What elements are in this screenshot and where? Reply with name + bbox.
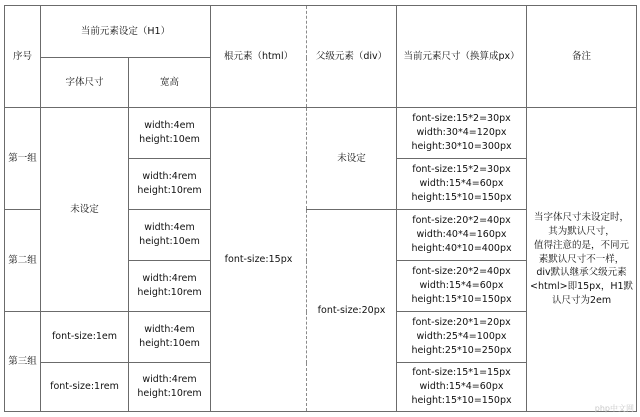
width-height-cell bbox=[129, 108, 211, 159]
watermark: php中文网 bbox=[594, 404, 634, 413]
result-line: width:25*4=100px bbox=[416, 331, 507, 343]
result-line: height:25*10=250px bbox=[411, 344, 512, 356]
header-font-size: 字体尺寸 bbox=[41, 58, 129, 108]
result-line: height:15*10=150px bbox=[411, 394, 512, 406]
header-width-height: 宽高 bbox=[129, 58, 211, 108]
font-cell: font-size:1rem bbox=[41, 363, 129, 412]
result-cell bbox=[397, 312, 527, 363]
header-parent: 父级元素（div） bbox=[307, 6, 397, 108]
result-line: height:30*10=300px bbox=[411, 140, 512, 152]
result-cell bbox=[397, 210, 527, 261]
width-height-cell bbox=[129, 363, 211, 412]
result-line: height:15*10=150px bbox=[411, 293, 512, 305]
wh-line: height:10em bbox=[139, 338, 200, 349]
result-line: width:40*4=160px bbox=[416, 229, 507, 241]
font-cell: 未设定 bbox=[41, 108, 129, 312]
note-line: 认尺寸为2em bbox=[551, 294, 612, 306]
font-cell: font-size:1em bbox=[41, 312, 129, 363]
group-label: 第一组 bbox=[5, 108, 41, 210]
width-height-cell bbox=[129, 261, 211, 312]
wh-line: width:4em bbox=[144, 222, 195, 234]
result-line: font-size:20*2=40px bbox=[412, 215, 511, 227]
note-line: <html>即15px，H1默 bbox=[530, 281, 634, 293]
result-line: font-size:15*2=30px bbox=[412, 113, 511, 125]
note-line: 素默认尺寸不一样， bbox=[538, 253, 625, 265]
parent-cell: font-size:20px bbox=[307, 210, 397, 412]
result-cell bbox=[397, 108, 527, 159]
header-current-settings: 当前元素设定（H1） bbox=[41, 6, 211, 58]
result-cell bbox=[397, 159, 527, 210]
wh-line: height:10rem bbox=[137, 185, 202, 196]
result-line: font-size:15*2=30px bbox=[412, 164, 511, 176]
wh-line: width:4rem bbox=[142, 273, 197, 285]
note-line: div默认继承父级元素 bbox=[536, 267, 627, 279]
note-line: 当字体尺寸未设定时， bbox=[534, 212, 630, 224]
result-line: font-size:20*1=20px bbox=[412, 317, 511, 329]
wh-line: width:4rem bbox=[142, 374, 197, 386]
group-label: 第二组 bbox=[5, 210, 41, 312]
result-line: font-size:20*2=40px bbox=[412, 266, 511, 278]
note-line: 其为默认尺寸， bbox=[548, 226, 615, 238]
wh-line: width:4em bbox=[144, 120, 195, 132]
result-line: width:15*4=60px bbox=[419, 381, 504, 393]
header-root: 根元素（html） bbox=[211, 6, 307, 108]
result-line: width:15*4=60px bbox=[419, 178, 504, 190]
wh-line: width:4rem bbox=[142, 171, 197, 183]
wh-line: height:10em bbox=[139, 236, 200, 247]
group-label: 第三组 bbox=[5, 312, 41, 412]
result-cell bbox=[397, 261, 527, 312]
result-line: width:30*4=120px bbox=[416, 127, 507, 139]
css-unit-table bbox=[4, 5, 637, 412]
wh-line: height:10rem bbox=[137, 388, 202, 399]
result-line: font-size:15*1=15px bbox=[412, 367, 511, 379]
result-line: height:40*10=400px bbox=[411, 242, 512, 254]
wh-line: height:10em bbox=[139, 134, 200, 145]
root-cell: font-size:15px bbox=[211, 108, 307, 412]
header-seq: 序号 bbox=[5, 6, 41, 108]
parent-cell: 未设定 bbox=[307, 108, 397, 210]
wh-line: height:10rem bbox=[137, 287, 202, 298]
result-line: width:15*4=60px bbox=[419, 280, 504, 292]
header-result: 当前元素尺寸（换算成px） bbox=[397, 6, 527, 108]
result-line: height:15*10=150px bbox=[411, 191, 512, 203]
width-height-cell bbox=[129, 159, 211, 210]
wh-line: width:4em bbox=[144, 324, 195, 336]
result-cell bbox=[397, 363, 527, 412]
note-cell bbox=[527, 108, 637, 412]
note-line: 值得注意的是，不同元 bbox=[534, 239, 630, 251]
width-height-cell bbox=[129, 210, 211, 261]
width-height-cell bbox=[129, 312, 211, 363]
header-note: 备注 bbox=[527, 6, 637, 108]
